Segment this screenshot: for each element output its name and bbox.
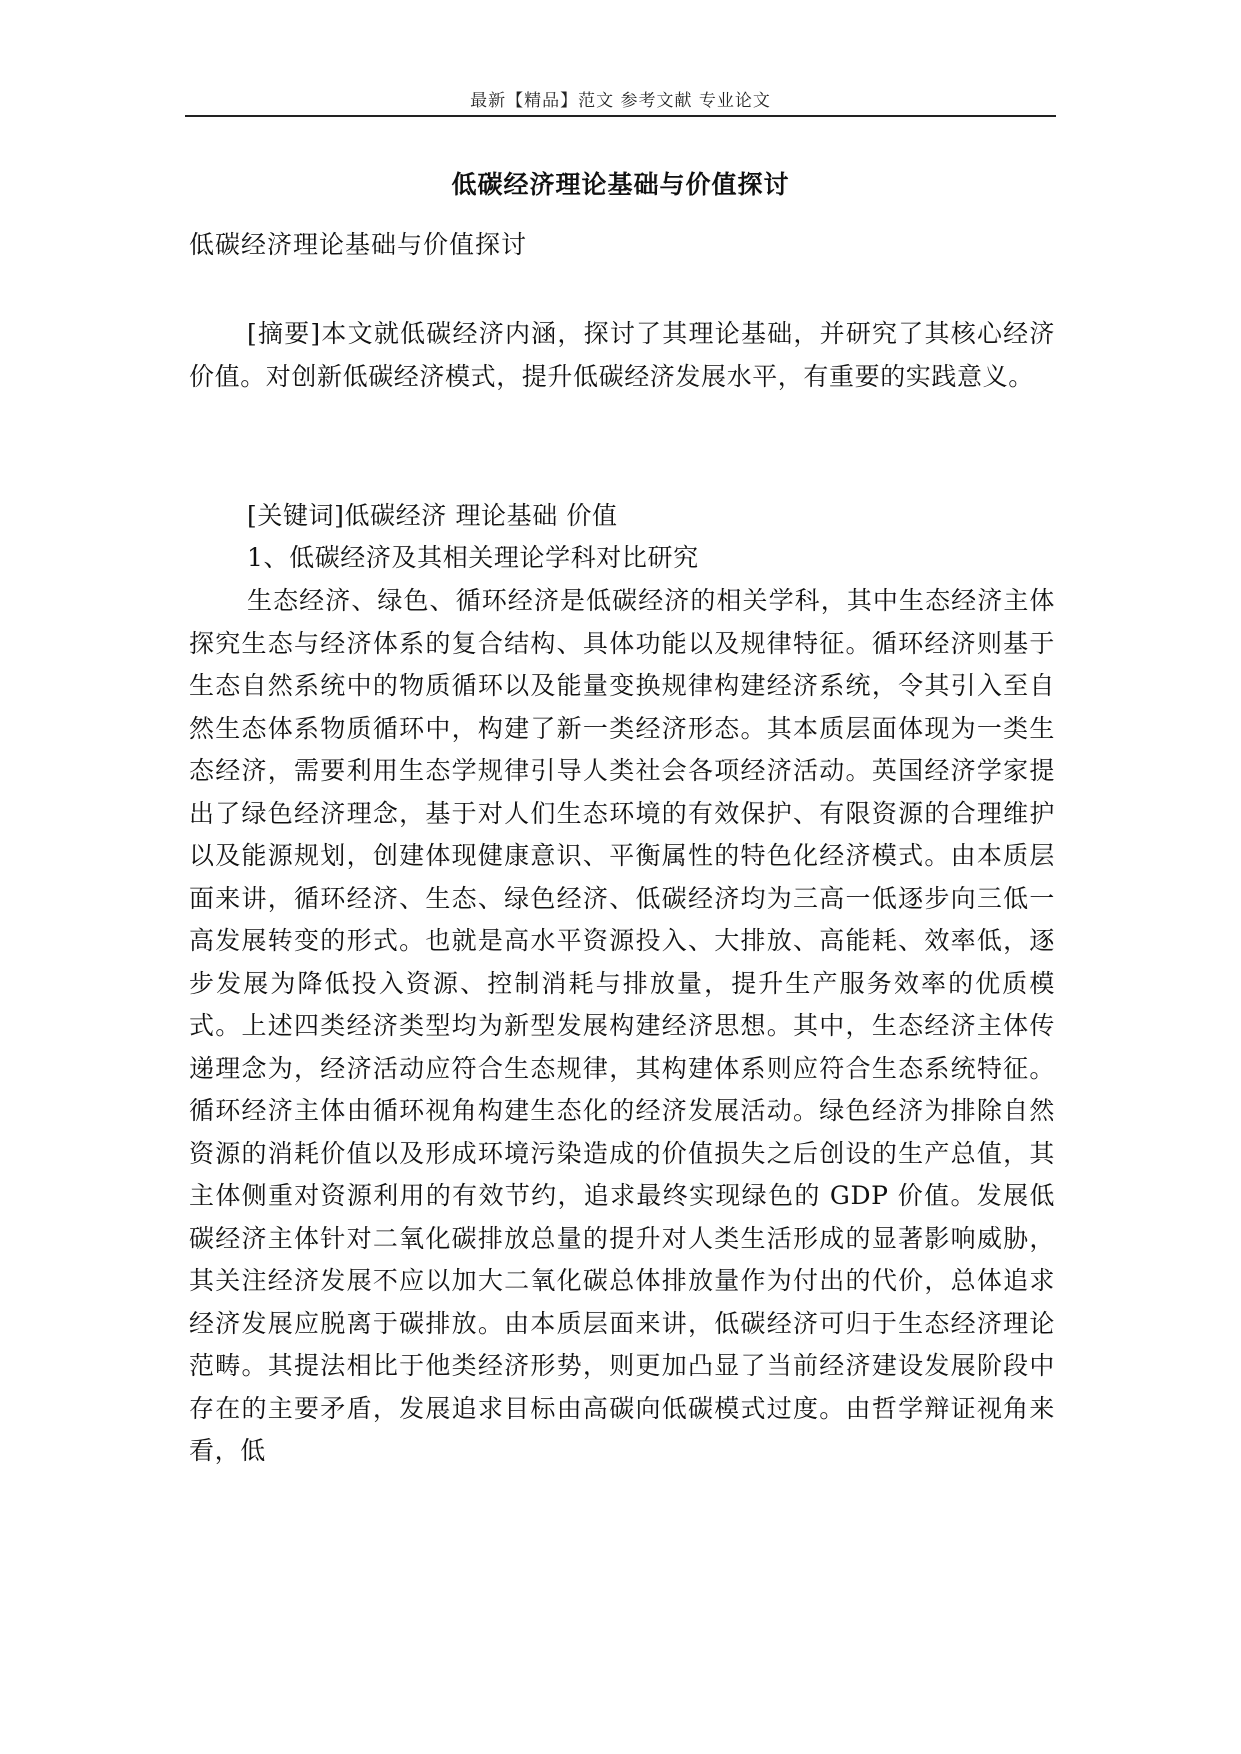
document-subtitle: 低碳经济理论基础与价值探讨 <box>189 230 528 259</box>
document-title: 低碳经济理论基础与价值探讨 <box>451 170 790 199</box>
body-paragraph <box>189 580 1055 1473</box>
header-divider <box>185 115 1056 117</box>
keywords-paragraph <box>189 495 1055 538</box>
section-heading <box>189 537 1055 580</box>
abstract-paragraph <box>189 313 1055 398</box>
abstract-text: [摘要]本文就低碳经济内涵，探讨了其理论基础，并研究了其核心经济价值。对创新低碳经济模式，提升低碳经济发展水平，有重要的实践意义。 <box>189 319 1055 391</box>
keywords-text: [关键词]低碳经济 理论基础 价值 <box>247 501 618 530</box>
body-paragraph-text: 生态经济、绿色、循环经济是低碳经济的相关学科，其中生态经济主体探究生态与经济体系的复合结构、具体功能以及规律特征。循环经济则基于生态自然系统中的物质循环以及能量变换规律构建经济系统，令其引入至自然生态体系物质循环中，构建了新一类经济形态。其本质层面体现为一类生态经济，需要利用生态学规律引导人类社会各项经济活动。英国经济学家提出了绿色经济理念，基于对人们生态环境的有效保护、有限资源的合理维护以及能源规划，创建体现健康意识、平衡属性的特色化经济模式。由本质层面来讲，循环经济、生态、绿色经济、低碳经济均为三高一低逐步向三低一高发展转变的形式。也就是高水平资源投入、大排放、高能耗、效率低，逐步发展为降低投入资源、控制消耗与排放量，提升生产服务效率的优质模式。上述四类经济类型均为新型发展构建经济思想。其中，生态经济主体传递理念为，经济活动应符合生态规律，其构建体系则应符合生态系统特征。循环经济主体由循环视角构建生态化的经济发展活动。绿色经济为排除自然资源的消耗价值以及形成环境污染造成的价值损失之后创设的生产总值，其主体侧重对资源利用的有效节约，追求最终实现绿色的 GDP 价值。发展低碳经济主体针对二氧化碳排放总量的提升对人类生活形成的显著影响威胁，其关注经济发展不应以加大二氧化碳总体排放量作为付出的代价，总体追求经济发展应脱离于碳排放。由本质层面来讲，低碳经济可归于生态经济理论范畴。其提法相比于他类经济形势，则更加凸显了当前经济建设发展阶段中存在的主要矛盾，发展追求目标由高碳向低碳模式过度。由哲学辩证视角来看，低 <box>189 586 1055 1465</box>
section-heading-text: 1、低碳经济及其相关理论学科对比研究 <box>247 543 699 572</box>
page-header: 最新【精品】范文 参考文献 专业论文 <box>470 91 771 111</box>
